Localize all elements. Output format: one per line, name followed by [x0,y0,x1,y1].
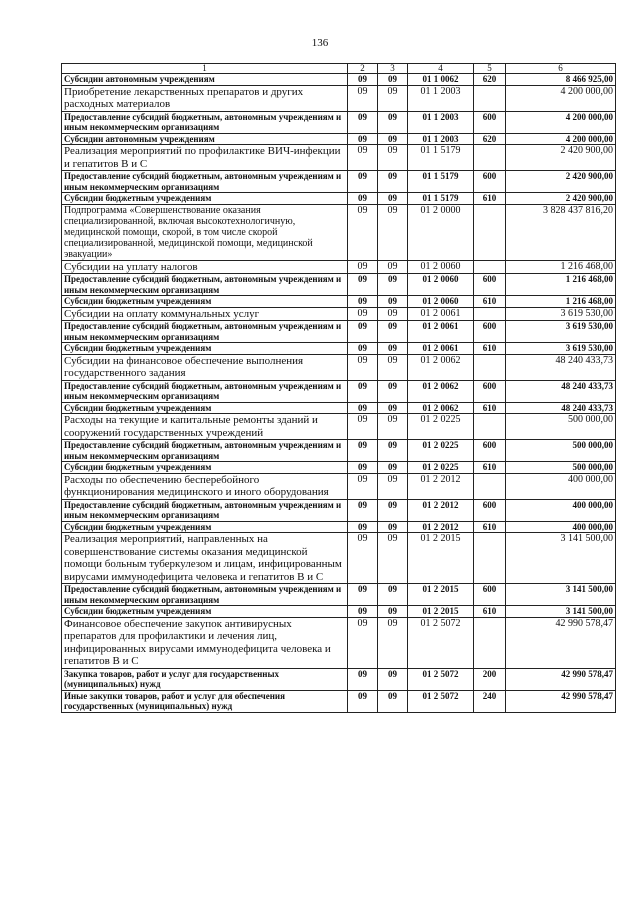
table-row [62,380,616,402]
cell-name: Субсидии автономным учреждениям [62,133,348,145]
cell-amount: 400 000,00 [506,521,616,533]
table-row [62,307,616,321]
cell-expense-type: 610 [474,296,506,308]
budget-table [61,63,616,713]
cell-name: Закупка товаров, работ и услуг для государственных (муниципальных) нужд [62,668,348,690]
cell-subsection: 09 [378,133,408,145]
cell-section: 09 [348,462,378,474]
column-header: 4 [408,64,474,74]
column-header: 1 [62,64,348,74]
cell-subsection: 09 [378,414,408,440]
cell-section: 09 [348,204,378,260]
cell-name: Расходы на текущие и капитальные ремонты зданий и сооружений государственных учреждений [62,414,348,440]
cell-expense-type [474,85,506,111]
cell-expense-type [474,414,506,440]
cell-section: 09 [348,111,378,133]
cell-name: Субсидии на уплату налогов [62,260,348,274]
cell-amount: 42 990 578,47 [506,617,616,668]
cell-expense-type [474,307,506,321]
table-row [62,668,616,690]
cell-section: 09 [348,533,378,584]
cell-expense-type [474,204,506,260]
table-row [62,499,616,521]
cell-target-code: 01 2 5072 [408,690,474,712]
cell-name: Субсидии бюджетным учреждениям [62,606,348,618]
cell-target-code: 01 2 0225 [408,462,474,474]
column-number-row [62,64,616,74]
column-header: 3 [378,64,408,74]
cell-expense-type [474,260,506,274]
cell-section: 09 [348,402,378,414]
cell-subsection: 09 [378,274,408,296]
cell-expense-type [474,473,506,499]
cell-name: Субсидии на оплату коммунальных услуг [62,307,348,321]
cell-section: 09 [348,145,378,171]
cell-subsection: 09 [378,193,408,205]
cell-section: 09 [348,440,378,462]
cell-expense-type: 600 [474,321,506,343]
cell-target-code: 01 2 2012 [408,473,474,499]
cell-section: 09 [348,414,378,440]
cell-target-code: 01 1 2003 [408,85,474,111]
cell-amount: 4 200 000,00 [506,111,616,133]
table-row [62,462,616,474]
cell-subsection: 09 [378,462,408,474]
cell-target-code: 01 1 0062 [408,74,474,86]
table-row [62,204,616,260]
cell-subsection: 09 [378,296,408,308]
cell-expense-type [474,533,506,584]
cell-target-code: 01 2 0061 [408,321,474,343]
cell-name: Субсидии бюджетным учреждениям [62,193,348,205]
table-row [62,296,616,308]
cell-name: Субсидии бюджетным учреждениям [62,402,348,414]
table-row [62,584,616,606]
cell-amount: 500 000,00 [506,440,616,462]
table-row [62,617,616,668]
cell-target-code: 01 2 0060 [408,296,474,308]
table-row [62,402,616,414]
cell-amount: 400 000,00 [506,499,616,521]
cell-expense-type: 610 [474,606,506,618]
table-row [62,193,616,205]
cell-section: 09 [348,354,378,380]
cell-amount: 3 141 500,00 [506,584,616,606]
cell-section: 09 [348,343,378,355]
table-row [62,690,616,712]
cell-section: 09 [348,473,378,499]
cell-target-code: 01 2 0060 [408,260,474,274]
cell-target-code: 01 2 0062 [408,380,474,402]
table-row [62,521,616,533]
cell-section: 09 [348,296,378,308]
cell-name: Предоставление субсидий бюджетным, автономным учреждениям и иным некоммерческим организациям [62,499,348,521]
cell-amount: 400 000,00 [506,473,616,499]
cell-expense-type: 600 [474,111,506,133]
cell-amount: 3 619 530,00 [506,343,616,355]
cell-expense-type: 600 [474,274,506,296]
cell-section: 09 [348,85,378,111]
cell-name: Финансовое обеспечение закупок антивирусных препаратов для профилактики и лечения лиц, инфицированных вирусами иммунодефицита человека и гепатитов В и С [62,617,348,668]
cell-section: 09 [348,274,378,296]
cell-section: 09 [348,690,378,712]
cell-section: 09 [348,74,378,86]
cell-name: Предоставление субсидий бюджетным, автономным учреждениям и иным некоммерческим организациям [62,111,348,133]
cell-name: Предоставление субсидий бюджетным, автономным учреждениям и иным некоммерческим организациям [62,440,348,462]
table-row [62,260,616,274]
cell-section: 09 [348,521,378,533]
cell-name: Предоставление субсидий бюджетным, автономным учреждениям и иным некоммерческим организациям [62,584,348,606]
cell-target-code: 01 2 0061 [408,343,474,355]
cell-section: 09 [348,584,378,606]
cell-amount: 4 200 000,00 [506,133,616,145]
cell-expense-type: 600 [474,584,506,606]
cell-expense-type: 610 [474,343,506,355]
cell-expense-type: 600 [474,171,506,193]
cell-subsection: 09 [378,321,408,343]
cell-target-code: 01 2 5072 [408,617,474,668]
cell-target-code: 01 2 2012 [408,521,474,533]
cell-amount: 48 240 433,73 [506,402,616,414]
cell-section: 09 [348,380,378,402]
cell-subsection: 09 [378,74,408,86]
cell-amount: 8 466 925,00 [506,74,616,86]
cell-expense-type [474,145,506,171]
cell-name: Предоставление субсидий бюджетным, автономным учреждениям и иным некоммерческим организациям [62,380,348,402]
cell-section: 09 [348,668,378,690]
cell-expense-type [474,354,506,380]
cell-subsection: 09 [378,111,408,133]
cell-name: Субсидии бюджетным учреждениям [62,296,348,308]
cell-expense-type: 600 [474,380,506,402]
cell-amount: 3 141 500,00 [506,606,616,618]
cell-name: Предоставление субсидий бюджетным, автономным учреждениям и иным некоммерческим организациям [62,171,348,193]
cell-target-code: 01 2 2012 [408,499,474,521]
cell-amount: 3 141 500,00 [506,533,616,584]
cell-name: Субсидии автономным учреждениям [62,74,348,86]
table-row [62,473,616,499]
cell-name: Субсидии бюджетным учреждениям [62,343,348,355]
table-body [62,74,616,713]
cell-subsection: 09 [378,606,408,618]
cell-subsection: 09 [378,690,408,712]
cell-target-code: 01 2 2015 [408,584,474,606]
cell-target-code: 01 1 2003 [408,111,474,133]
table-row [62,171,616,193]
cell-subsection: 09 [378,204,408,260]
cell-section: 09 [348,193,378,205]
cell-amount: 2 420 900,00 [506,193,616,205]
cell-subsection: 09 [378,533,408,584]
cell-subsection: 09 [378,380,408,402]
table-row [62,440,616,462]
cell-subsection: 09 [378,617,408,668]
cell-subsection: 09 [378,307,408,321]
table-row [62,274,616,296]
cell-target-code: 01 1 5179 [408,171,474,193]
cell-target-code: 01 2 0062 [408,402,474,414]
column-header: 5 [474,64,506,74]
table-row [62,533,616,584]
table-row [62,321,616,343]
cell-subsection: 09 [378,499,408,521]
cell-amount: 500 000,00 [506,414,616,440]
cell-target-code: 01 2 0061 [408,307,474,321]
table-row [62,606,616,618]
cell-subsection: 09 [378,402,408,414]
cell-expense-type: 610 [474,193,506,205]
cell-expense-type: 620 [474,74,506,86]
cell-name: Предоставление субсидий бюджетным, автономным учреждениям и иным некоммерческим организациям [62,274,348,296]
cell-amount: 1 216 468,00 [506,296,616,308]
column-header: 6 [506,64,616,74]
cell-target-code: 01 1 5179 [408,193,474,205]
cell-amount: 3 619 530,00 [506,307,616,321]
cell-amount: 48 240 433,73 [506,380,616,402]
cell-subsection: 09 [378,171,408,193]
cell-amount: 3 828 437 816,20 [506,204,616,260]
cell-section: 09 [348,260,378,274]
cell-name: Субсидии на финансовое обеспечение выполнения государственного задания [62,354,348,380]
cell-subsection: 09 [378,668,408,690]
table-row [62,414,616,440]
cell-subsection: 09 [378,440,408,462]
cell-name: Субсидии бюджетным учреждениям [62,521,348,533]
cell-section: 09 [348,617,378,668]
cell-target-code: 01 2 2015 [408,533,474,584]
cell-expense-type: 600 [474,499,506,521]
cell-target-code: 01 2 2015 [408,606,474,618]
cell-subsection: 09 [378,145,408,171]
cell-subsection: 09 [378,521,408,533]
cell-expense-type: 620 [474,133,506,145]
cell-amount: 2 420 900,00 [506,171,616,193]
table-row [62,111,616,133]
cell-subsection: 09 [378,354,408,380]
cell-amount: 3 619 530,00 [506,321,616,343]
cell-expense-type: 240 [474,690,506,712]
cell-section: 09 [348,307,378,321]
cell-name: Подпрограмма «Совершенствование оказания специализированной, включая высокотехнологичную, медицинской помощи, скорой, в том числе скорой специализированной, медицинской помощи, медицинской эвакуации» [62,204,348,260]
cell-name: Предоставление субсидий бюджетным, автономным учреждениям и иным некоммерческим организациям [62,321,348,343]
cell-amount: 500 000,00 [506,462,616,474]
table-row [62,343,616,355]
cell-section: 09 [348,171,378,193]
table-row [62,133,616,145]
cell-section: 09 [348,133,378,145]
column-header: 2 [348,64,378,74]
cell-amount: 1 216 468,00 [506,260,616,274]
cell-amount: 42 990 578,47 [506,668,616,690]
cell-name: Иные закупки товаров, работ и услуг для обеспечения государственных (муниципальных) нужд [62,690,348,712]
cell-target-code: 01 1 2003 [408,133,474,145]
table-row [62,354,616,380]
cell-expense-type [474,617,506,668]
cell-expense-type: 610 [474,402,506,414]
cell-amount: 2 420 900,00 [506,145,616,171]
cell-expense-type: 610 [474,462,506,474]
cell-expense-type: 600 [474,440,506,462]
cell-target-code: 01 2 0000 [408,204,474,260]
cell-target-code: 01 2 0060 [408,274,474,296]
page-number: 136 [311,37,329,49]
cell-expense-type: 200 [474,668,506,690]
cell-amount: 48 240 433,73 [506,354,616,380]
cell-subsection: 09 [378,85,408,111]
table-row [62,85,616,111]
cell-name: Реализация мероприятий по профилактике ВИЧ-инфекции и гепатитов В и С [62,145,348,171]
cell-target-code: 01 2 0225 [408,440,474,462]
cell-name: Субсидии бюджетным учреждениям [62,462,348,474]
cell-target-code: 01 2 0062 [408,354,474,380]
cell-amount: 4 200 000,00 [506,85,616,111]
cell-name: Приобретение лекарственных препаратов и других расходных материалов [62,85,348,111]
cell-amount: 1 216 468,00 [506,274,616,296]
cell-name: Реализация мероприятий, направленных на совершенствование системы оказания медицинской помощи больным туберкулезом и лицам, инфицированным вирусами иммунодефицита человека и гепатитов В и С [62,533,348,584]
cell-section: 09 [348,499,378,521]
cell-subsection: 09 [378,473,408,499]
cell-target-code: 01 2 0225 [408,414,474,440]
cell-target-code: 01 1 5179 [408,145,474,171]
table-row [62,74,616,86]
cell-section: 09 [348,321,378,343]
cell-name: Расходы по обеспечению бесперебойного функционирования медицинского и иного оборудования [62,473,348,499]
cell-target-code: 01 2 5072 [408,668,474,690]
cell-amount: 42 990 578,47 [506,690,616,712]
cell-section: 09 [348,606,378,618]
table-row [62,145,616,171]
cell-subsection: 09 [378,584,408,606]
cell-subsection: 09 [378,260,408,274]
cell-expense-type: 610 [474,521,506,533]
cell-subsection: 09 [378,343,408,355]
